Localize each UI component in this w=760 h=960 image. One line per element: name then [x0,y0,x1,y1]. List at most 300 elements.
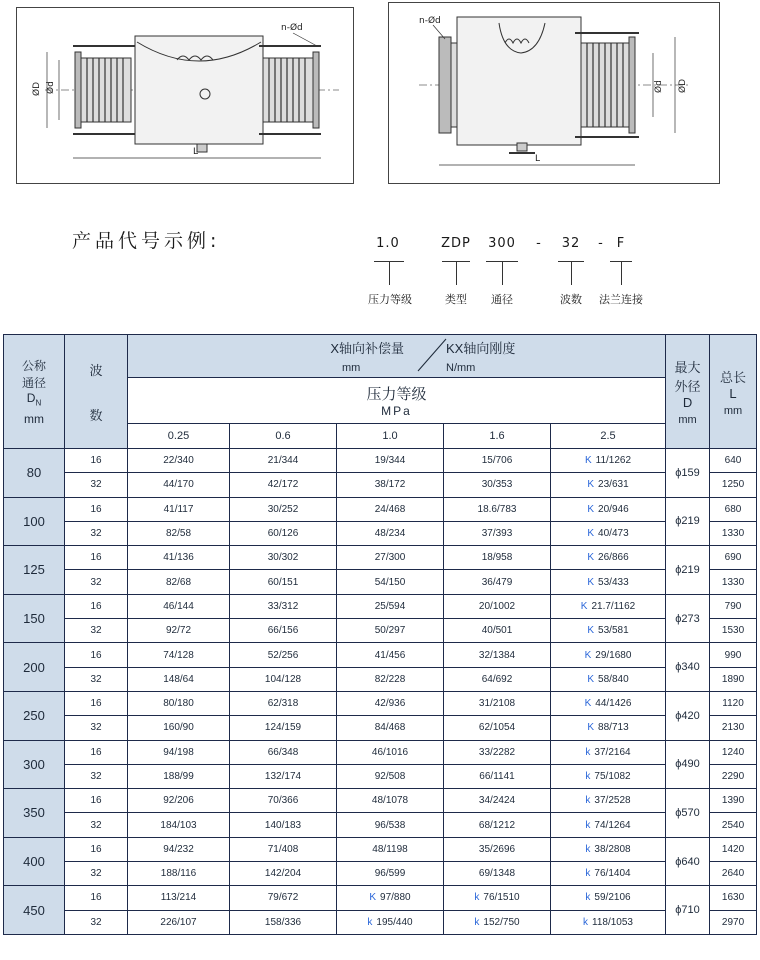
value-text: 94/232 [163,843,194,855]
value-cell [337,837,444,861]
pressure-1.6: 1.6 [444,424,551,449]
value-cell [230,740,337,764]
waves-cell: 32 [65,667,128,691]
code-waves: 32 [561,236,581,251]
nominal-dia-cell: 350 [4,789,65,838]
stiffness-marker: k [585,795,591,807]
value-text: 188/99 [163,771,194,782]
value-text: 29/1680 [595,649,632,661]
code-dash-2: - [598,236,604,251]
value-cell [551,789,666,813]
length-cell: 2540 [710,813,757,837]
value-text: 184/103 [160,819,197,831]
stiffness-marker: k [585,843,591,855]
length-cell: 2640 [710,862,757,886]
table-row [4,764,757,788]
value-text: 226/107 [160,916,197,928]
table-row [4,740,757,764]
stiffness-marker: k [585,746,591,758]
stiffness-marker: k [585,771,591,782]
max-od-cell: ϕ570 [666,789,710,838]
value-text: 71/408 [267,843,299,855]
table-row [4,497,757,521]
value-cell [128,497,230,521]
value-cell [128,862,230,886]
value-cell [230,910,337,934]
value-cell [128,789,230,813]
stiffness-marker: k [583,916,589,928]
stiffness-marker: K [584,698,592,710]
length-cell: 1120 [710,691,757,715]
value-cell [230,546,337,570]
value-text: 62/1054 [478,722,516,734]
value-text: 74/128 [163,649,194,661]
value-cell [551,570,666,594]
stiffness-marker: K [584,455,592,467]
value-text: 80/180 [163,698,194,710]
value-text: 113/214 [160,892,197,904]
pressure-2.5: 2.5 [551,424,666,449]
value-text: 44/1426 [595,698,632,710]
value-text: 82/58 [165,528,192,540]
stiffness-marker: K [584,649,592,661]
value-cell [337,473,444,497]
stiffness-marker: K [587,552,595,564]
value-text: 142/204 [264,868,302,880]
value-cell [337,667,444,691]
value-cell [230,594,337,618]
table-row [4,570,757,594]
table-row [4,716,757,740]
value-cell [551,862,666,886]
value-cell [444,570,551,594]
value-text: 68/1212 [478,819,516,831]
comp-label: X轴向补偿量 [330,341,404,356]
value-cell [444,837,551,861]
value-text: 132/174 [264,771,302,782]
table-row [4,886,757,910]
value-text: 64/692 [481,673,513,685]
value-text: 38/2808 [594,843,631,855]
value-text: 37/2164 [594,746,631,758]
pressure-0.25: 0.25 [128,424,230,449]
length-cell: 2970 [710,910,757,934]
header-compensation [128,335,666,378]
max-od-cell: ϕ219 [666,546,710,595]
value-text: 118/1053 [592,916,633,928]
length-label: L [193,147,199,157]
length-cell: 1890 [710,667,757,691]
value-cell [128,449,230,473]
value-text: 96/538 [374,819,406,831]
value-cell [337,862,444,886]
value-cell [230,837,337,861]
label-waves: 波数 [560,293,582,306]
stiffness-marker: K [587,673,595,685]
value-text: 82/228 [374,673,406,685]
value-text: 24/468 [374,503,406,515]
value-text: 41/136 [163,552,194,564]
length-cell: 790 [710,594,757,618]
waves-cell: 32 [65,619,128,643]
value-text: 36/479 [481,576,513,588]
nominal-dia-cell: 300 [4,740,65,789]
value-cell [337,497,444,521]
inner-dia-label: Ød [654,80,664,93]
value-cell [551,716,666,740]
value-cell [551,497,666,521]
waves-cell: 16 [65,789,128,813]
value-cell [230,619,337,643]
nominal-dia-cell: 125 [4,546,65,595]
value-cell [444,691,551,715]
nominal-dia-cell: 80 [4,449,65,498]
value-text: 37/393 [481,528,513,540]
stiffness-marker: k [585,868,591,880]
value-text: 21.7/1162 [591,600,636,612]
value-cell [337,449,444,473]
waves-cell: 16 [65,449,128,473]
value-text: 46/144 [163,600,194,612]
header-max-od: 最大 外径 D mm [666,335,710,449]
value-cell [444,886,551,910]
stiffness-marker: K [587,528,595,540]
value-cell [230,667,337,691]
max-od-cell: ϕ640 [666,837,710,886]
value-text: 23/631 [598,479,629,491]
value-text: 58/840 [598,673,629,685]
value-cell [444,546,551,570]
max-od-cell: ϕ340 [666,643,710,692]
value-cell [337,570,444,594]
waves-cell: 16 [65,691,128,715]
code-stem [456,261,457,285]
comp-unit: mm [342,362,361,374]
value-text: 62/318 [267,698,299,710]
value-cell [128,643,230,667]
waves-cell: 16 [65,546,128,570]
value-cell [128,886,230,910]
value-cell [444,643,551,667]
header-pressure: 压力等级 MPa [128,378,666,424]
table-row [4,643,757,667]
value-text: 124/159 [264,722,302,734]
value-cell [551,449,666,473]
value-cell [444,594,551,618]
stiffness-marker: K [587,576,595,588]
value-text: 92/508 [374,771,406,782]
spec-table [3,334,757,935]
length-cell: 680 [710,497,757,521]
value-text: 25/594 [374,600,406,612]
stiffness-unit: N/mm [446,362,476,374]
length-cell: 1330 [710,521,757,545]
table-row [4,667,757,691]
value-cell [551,691,666,715]
value-cell [337,521,444,545]
spec-body [4,449,757,935]
length-cell: 1390 [710,789,757,813]
length-cell: 2130 [710,716,757,740]
table-row [4,789,757,813]
header-total-length: 总长 L mm [710,335,757,449]
length-cell: 640 [710,449,757,473]
bolt-holes-label: n-Ød [419,16,441,26]
length-label: L [535,154,541,164]
length-cell: 1330 [710,570,757,594]
table-row [4,594,757,618]
length-cell: 990 [710,643,757,667]
stiffness-label: KX轴向刚度 [446,341,516,356]
length-cell: 2290 [710,764,757,788]
value-cell [128,764,230,788]
value-text: 33/2282 [478,746,516,758]
value-cell [551,813,666,837]
value-text: 30/302 [267,552,299,564]
value-text: 31/2108 [478,698,516,710]
outer-dia-label: ØD [678,78,688,93]
value-text: 97/880 [380,892,411,904]
stiffness-marker: K [587,503,595,515]
value-cell [230,691,337,715]
waves-cell: 32 [65,813,128,837]
value-cell [444,813,551,837]
value-text: 140/183 [264,819,302,831]
table-row [4,619,757,643]
table-row [4,449,757,473]
value-text: 40/501 [481,625,513,637]
stiffness-marker: k [367,916,373,928]
value-text: 42/172 [267,479,299,491]
table-row [4,546,757,570]
value-text: 27/300 [374,552,406,564]
value-cell [444,764,551,788]
code-flange: F [616,236,626,251]
max-od-cell: ϕ710 [666,886,710,935]
value-text: 188/116 [160,868,197,880]
value-cell [128,837,230,861]
stiffness-marker: k [585,819,591,831]
length-cell: 1250 [710,473,757,497]
value-cell [444,521,551,545]
code-stem [571,261,572,285]
value-text: 48/1078 [371,795,409,807]
value-text: 33/312 [267,600,299,612]
table-row [4,473,757,497]
value-text: 18/958 [481,552,513,564]
value-text: 76/1404 [594,868,631,880]
outer-dia-label: ØD [32,81,42,96]
code-type: ZDP [441,236,471,251]
nominal-dia-cell: 400 [4,837,65,886]
value-cell [444,473,551,497]
waves-cell: 16 [65,837,128,861]
value-cell [128,473,230,497]
value-text: 75/1082 [594,771,631,782]
value-cell [230,813,337,837]
value-text: 30/353 [481,479,513,491]
drawing-right [388,2,720,184]
value-cell [337,886,444,910]
value-cell [337,643,444,667]
value-text: 158/336 [264,916,302,928]
value-cell [551,910,666,934]
value-text: 84/468 [374,722,406,734]
value-text: 92/72 [165,625,192,637]
value-text: 160/90 [163,722,194,734]
length-cell: 690 [710,546,757,570]
bolt-holes-label: n-Ød [281,23,303,33]
value-text: 148/64 [163,673,194,685]
code-dn: 300 [488,236,516,251]
waves-cell: 16 [65,886,128,910]
waves-cell: 32 [65,764,128,788]
value-text: 69/1348 [478,868,516,880]
value-cell [444,667,551,691]
value-cell [444,619,551,643]
nominal-dia-cell: 200 [4,643,65,692]
value-cell [230,886,337,910]
value-cell [337,789,444,813]
label-type: 类型 [445,293,467,306]
value-text: 26/866 [598,552,629,564]
waves-cell: 32 [65,473,128,497]
value-text: 66/156 [267,625,299,637]
code-dash-1: - [536,236,542,251]
value-cell [230,497,337,521]
value-text: 76/1510 [483,892,520,904]
label-flange: 法兰连接 [599,293,643,306]
header-nominal-dia: 公称 通径 $D_N$ mm [4,335,65,449]
value-text: 92/206 [163,795,194,807]
value-cell [551,740,666,764]
value-text: 21/344 [267,455,299,467]
value-text: 60/126 [267,528,299,540]
value-text: 48/1198 [372,843,408,855]
value-text: 30/252 [267,503,299,515]
value-cell [337,716,444,740]
value-text: 20/946 [598,503,629,515]
drawing-left [16,7,354,184]
value-cell [551,619,666,643]
value-cell [128,546,230,570]
value-text: 74/1264 [594,819,631,831]
value-cell [444,497,551,521]
code-stem [621,261,622,285]
value-text: 15/706 [481,455,513,467]
value-cell [551,837,666,861]
value-cell [337,594,444,618]
value-cell [128,910,230,934]
value-text: 82/68 [165,576,192,588]
value-text: 42/936 [374,698,406,710]
value-text: 60/151 [267,576,299,588]
waves-cell: 16 [65,740,128,764]
value-text: 70/366 [267,795,299,807]
max-od-cell: ϕ159 [666,449,710,498]
waves-cell: 32 [65,716,128,740]
nominal-dia-cell: 250 [4,691,65,740]
value-cell [128,691,230,715]
pressure-1.0: 1.0 [337,424,444,449]
table-row [4,813,757,837]
value-cell [337,691,444,715]
value-cell [444,449,551,473]
waves-cell: 16 [65,643,128,667]
value-cell [230,716,337,740]
value-text: 46/1016 [371,746,409,758]
value-text: 104/128 [264,673,302,685]
label-pressure: 压力等级 [368,293,412,306]
value-cell [128,740,230,764]
value-cell [337,740,444,764]
table-row [4,910,757,934]
value-cell [230,449,337,473]
value-text: 18.6/783 [477,503,517,515]
value-text: 66/1141 [479,771,515,782]
value-text: 59/2106 [594,892,631,904]
max-od-cell: ϕ420 [666,691,710,740]
value-cell [551,546,666,570]
value-cell [230,789,337,813]
value-text: 53/581 [598,625,629,637]
max-od-cell: ϕ273 [666,594,710,643]
value-text: 50/297 [374,625,406,637]
waves-cell: 32 [65,862,128,886]
value-text: 48/234 [374,528,406,540]
pressure-0.6: 0.6 [230,424,337,449]
value-cell [128,619,230,643]
value-text: 54/150 [374,576,406,588]
value-text: 38/172 [374,479,406,491]
value-cell [230,473,337,497]
length-cell: 1420 [710,837,757,861]
value-text: 37/2528 [594,795,631,807]
value-cell [230,862,337,886]
value-cell [128,570,230,594]
header-waves: 波 数 [65,335,128,449]
value-text: 20/1002 [478,600,516,612]
waves-cell: 16 [65,497,128,521]
value-cell [551,521,666,545]
max-od-cell: ϕ490 [666,740,710,789]
value-text: 88/713 [598,722,629,734]
value-cell [337,619,444,643]
waves-cell: 32 [65,521,128,545]
inner-dia-label: Ød [46,81,56,94]
value-text: 32/1384 [478,649,516,661]
value-cell [444,789,551,813]
stiffness-marker: k [474,916,480,928]
value-cell [551,764,666,788]
value-cell [444,716,551,740]
code-stem [502,261,503,285]
value-cell [337,813,444,837]
value-cell [230,643,337,667]
compensator-drawing [17,8,353,183]
value-cell [337,764,444,788]
value-cell [551,667,666,691]
value-text: 96/599 [374,868,406,880]
value-cell [551,594,666,618]
stiffness-marker: K [587,722,595,734]
value-text: 11/1262 [595,455,632,467]
value-text: 44/170 [163,479,194,491]
value-cell [128,716,230,740]
length-cell: 1630 [710,886,757,910]
waves-cell: 32 [65,910,128,934]
value-text: 41/117 [163,503,194,515]
